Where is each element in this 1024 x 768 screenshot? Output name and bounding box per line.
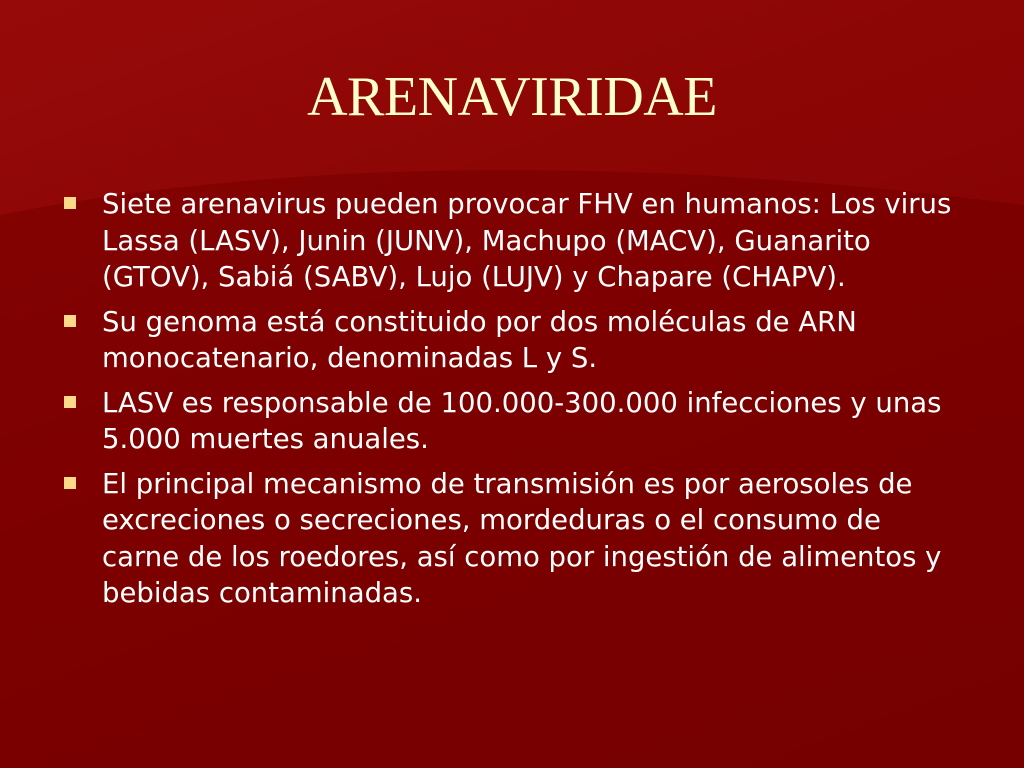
bullet-text: Su genoma está constituido por dos moléculas de ARN monocatenario, denominadas L y S. [102, 305, 857, 374]
bullet-item [62, 186, 962, 296]
square-bullet-icon [64, 396, 76, 408]
bullet-item [62, 466, 962, 612]
bullet-item [62, 385, 962, 458]
square-bullet-icon [64, 477, 76, 489]
square-bullet-icon [64, 315, 76, 327]
bullet-item [62, 304, 962, 377]
square-bullet-icon [64, 197, 76, 209]
slide-title: ARENAVIRIDAE [307, 66, 717, 128]
bullet-text: LASV es responsable de 100.000-300.000 infecciones y unas 5.000 muertes anuales. [102, 386, 942, 455]
bullet-text: Siete arenavirus pueden provocar FHV en humanos: Los virus Lassa (LASV), Junin (JUNV), Machupo (MACV), Guanarito (GTOV), Sabiá (SABV), Lujo (LUJV) y Chapare (CHAPV). [102, 188, 952, 293]
bullet-list [62, 186, 962, 620]
bullet-text: El principal mecanismo de transmisión es por aerosoles de excreciones o secreciones, mordeduras o el consumo de carne de los roedores, así como por ingestión de alimentos y bebidas contaminadas. [102, 467, 942, 609]
